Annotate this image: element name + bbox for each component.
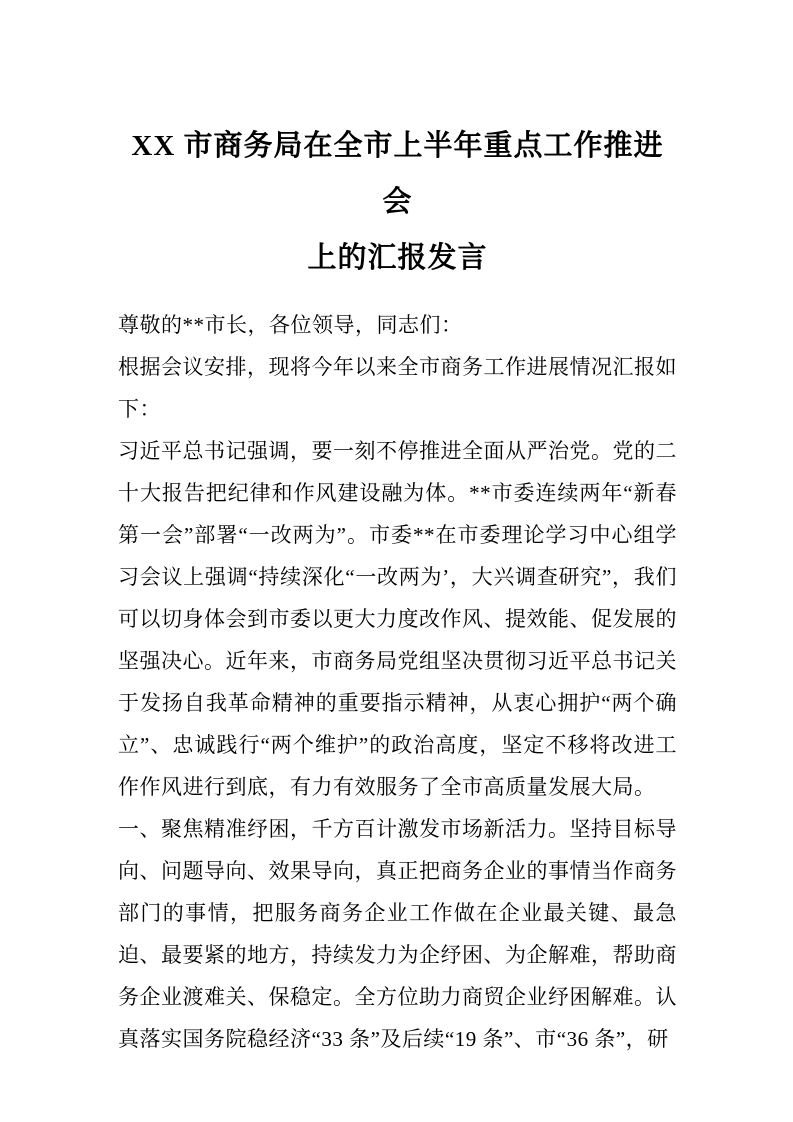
document-title — [118, 118, 677, 286]
paragraph-intro: 根据会议安排，现将今年以来全市商务工作进展情况汇报如下： — [118, 355, 677, 421]
paragraph-salutation: 尊敬的**市长，各位领导，同志们： — [118, 313, 463, 337]
paragraph-section-one: 一、聚焦精准纾困，千方百计激发市场新活力。坚持目标导向、问题导向、效果导向，真正把商务企业的事情当作商务部门的事情，把服务商务企业工作做在企业最关键、最急迫、最要紧的地方，持续发力为企纾困、为企解难，帮助商务企业渡难关、保稳定。全方位助力商贸企业纾困解难。认真落实国务院稳经济“33 条”及后续“19 条”、市“36 条”，研 — [118, 817, 677, 1051]
document-body — [118, 304, 677, 1060]
document-title-line-2: 上的汇报发言 — [307, 242, 488, 274]
paragraph-context: 习近平总书记强调，要一刻不停推进全面从严治党。党的二十大报告把纪律和作风建设融为体。**市委连续两年“新春第一会”部署“一改两为”。市委**在市委理论学习中心组学习会议上强调“持续深化“一改两为’，大兴调查研究”，我们可以切身体会到市委以更大力度改作风、提效能、促发展的坚强决心。近年来，市商务局党组坚决贯彻习近平总书记关于发扬自我革命精神的重要指示精神，从衷心拥护“两个确立”、忠诚践行“两个维护”的政治高度，坚定不移将改进工作作风进行到底，有力有效服务了全市高质量发展大局。 — [118, 439, 677, 799]
document-title-line-1: XX 市商务局在全市上半年重点工作推进会 — [131, 130, 664, 218]
